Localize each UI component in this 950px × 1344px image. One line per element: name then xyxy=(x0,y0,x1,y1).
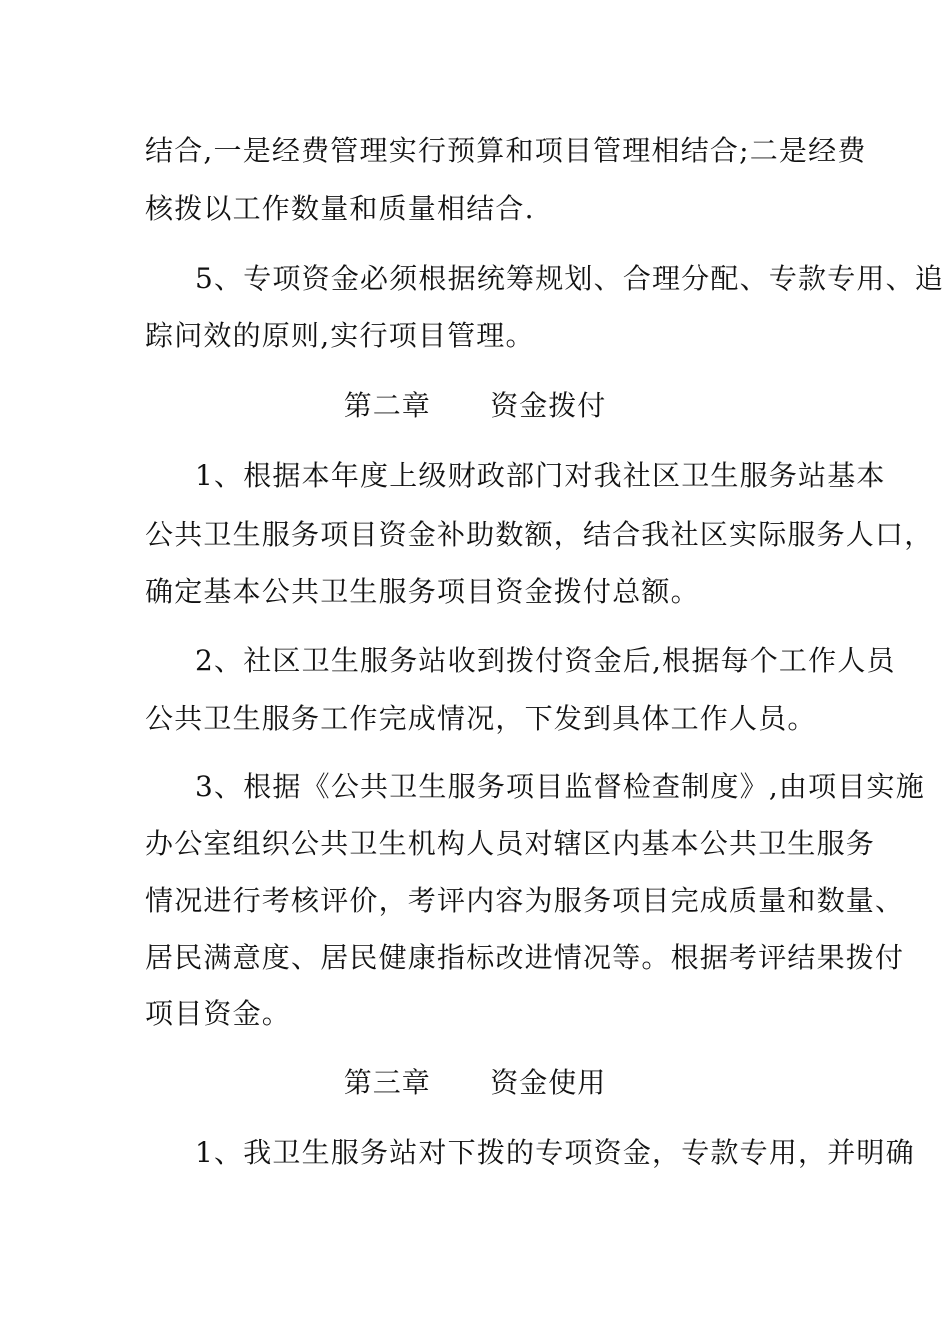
paragraph-line: 5、专项资金必须根据统筹规划、合理分配、专款专用、追 xyxy=(195,262,945,295)
paragraph-line: 确定基本公共卫生服务项目资金拨付总额。 xyxy=(145,575,700,608)
paragraph-line: 情况进行考核评价，考评内容为服务项目完成质量和数量、 xyxy=(145,884,905,917)
paragraph-line: 公共卫生服务项目资金补助数额，结合我社区实际服务人口， xyxy=(145,518,934,551)
paragraph-line: 3、根据《公共卫生服务项目监督检查制度》,由项目实施 xyxy=(195,770,925,803)
chapter-heading: 第三章 资金使用 xyxy=(343,1066,607,1099)
paragraph-line: 1、根据本年度上级财政部门对我社区卫生服务站基本 xyxy=(195,459,886,492)
paragraph-line: 踪问效的原则,实行项目管理。 xyxy=(145,319,535,352)
paragraph-line: 办公室组织公共卫生机构人员对辖区内基本公共卫生服务 xyxy=(145,827,876,860)
paragraph-line: 项目资金。 xyxy=(145,997,292,1030)
paragraph-line: 结合,一是经费管理实行预算和项目管理相结合;二是经费 xyxy=(145,134,867,167)
paragraph-line: 2、社区卫生服务站收到拨付资金后,根据每个工作人员 xyxy=(195,644,896,677)
paragraph-line: 公共卫生服务工作完成情况，下发到具体工作人员。 xyxy=(145,702,817,735)
paragraph-line: 居民满意度、居民健康指标改进情况等。根据考评结果拨付 xyxy=(145,941,905,974)
paragraph-line: 核拨以工作数量和质量相结合. xyxy=(145,192,535,225)
paragraph-line: 1、我卫生服务站对下拨的专项资金，专款专用，并明确 xyxy=(195,1136,915,1169)
chapter-heading: 第二章 资金拨付 xyxy=(343,389,607,422)
